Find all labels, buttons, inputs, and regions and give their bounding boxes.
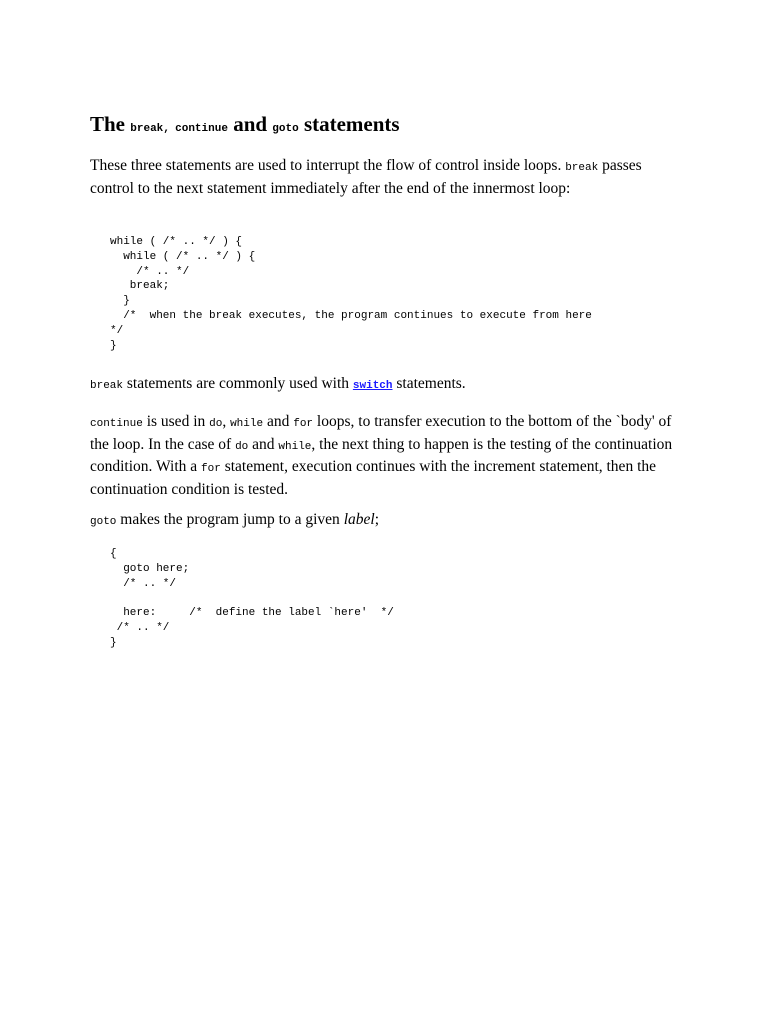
heading-word: and xyxy=(233,112,268,136)
intro-text: passes control to the next statement immediately after the end of the innermost loop: xyxy=(90,157,642,197)
paragraph-text: , the next thing to happen is the testing of the continuation condition. With a xyxy=(90,435,673,476)
inline-code: do xyxy=(235,440,249,453)
inline-code: while xyxy=(230,418,264,430)
inline-code: break xyxy=(565,162,599,174)
paragraph-text: statement, execution continues with the increment statement, then the continuation condition is tested. xyxy=(90,458,657,498)
inline-code: continue xyxy=(90,418,143,430)
inline-code: for xyxy=(293,418,314,430)
goto-paragraph xyxy=(90,510,680,533)
paragraph-text: is used in xyxy=(142,413,210,430)
paragraph-text: ; xyxy=(374,511,379,528)
section-heading xyxy=(90,112,400,137)
heading-code-continue: continue xyxy=(175,123,228,135)
paragraph-text: makes the program jump to a given xyxy=(116,511,344,528)
paragraph-text: , xyxy=(222,413,231,430)
switch-paragraph xyxy=(90,374,680,397)
inline-code: while xyxy=(278,440,312,453)
heading-code-goto: goto xyxy=(272,123,299,135)
label-emphasis: label xyxy=(343,511,375,528)
paragraph-text: statements. xyxy=(392,375,466,392)
paragraph-text: loops, to transfer execution to the bottom of the `body' of the loop. In the case of xyxy=(90,413,672,453)
code-block-goto: { goto here; /* .. */ here: /* define the label `here' */ /* .. */ } xyxy=(110,548,394,649)
heading-word: statements xyxy=(303,112,400,136)
inline-code: goto xyxy=(90,516,117,528)
intro-text: These three statements are used to interrupt the flow of control inside loops. xyxy=(90,157,566,174)
continue-paragraph xyxy=(90,412,680,499)
inline-code: do xyxy=(209,418,223,430)
switch-link-code: switch xyxy=(352,380,393,392)
paragraph-text: and xyxy=(263,413,294,430)
code-block-break: while ( /* .. */ ) { while ( /* .. */ ) { /* .. */ break; } /* when the break executes, the program continues to execute from here */ } xyxy=(110,236,592,352)
inline-code: for xyxy=(201,463,221,476)
paragraph-text: and xyxy=(248,435,279,453)
switch-link[interactable] xyxy=(353,375,393,392)
paragraph-text: statements are commonly used with xyxy=(123,375,353,392)
intro-paragraph xyxy=(90,156,680,198)
heading-word: The xyxy=(90,112,126,136)
inline-code: break xyxy=(90,380,124,392)
heading-code-break: break, xyxy=(130,123,170,135)
